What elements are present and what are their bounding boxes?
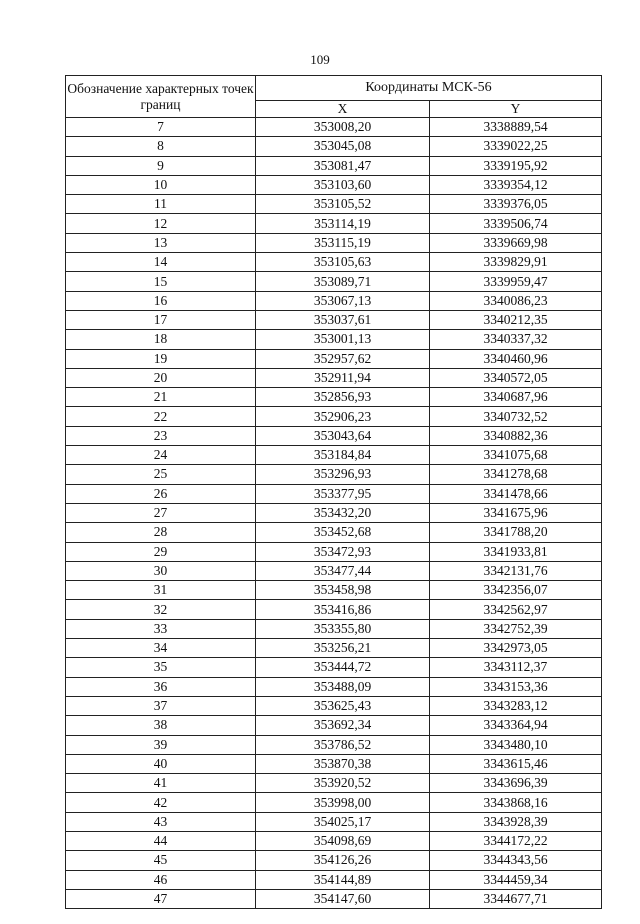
x-coordinate-cell: 353377,95 xyxy=(256,484,430,503)
x-coordinate-cell: 353870,38 xyxy=(256,754,430,773)
y-coordinate-cell: 3338889,54 xyxy=(430,118,602,137)
y-coordinate-cell: 3341278,68 xyxy=(430,465,602,484)
x-coordinate-cell: 353089,71 xyxy=(256,272,430,291)
table-row xyxy=(66,137,602,156)
y-coordinate-cell: 3341478,66 xyxy=(430,484,602,503)
table-row xyxy=(66,851,602,870)
point-number-cell: 30 xyxy=(66,561,256,580)
point-number-cell: 15 xyxy=(66,272,256,291)
table-row xyxy=(66,233,602,252)
table-row xyxy=(66,793,602,812)
point-number-cell: 16 xyxy=(66,291,256,310)
y-coordinate-cell: 3340460,96 xyxy=(430,349,602,368)
table-row xyxy=(66,465,602,484)
y-coordinate-cell: 3340732,52 xyxy=(430,407,602,426)
point-number-cell: 10 xyxy=(66,175,256,194)
point-number-cell: 13 xyxy=(66,233,256,252)
x-coordinate-cell: 353045,08 xyxy=(256,137,430,156)
x-coordinate-cell: 353103,60 xyxy=(256,175,430,194)
x-coordinate-cell: 353625,43 xyxy=(256,696,430,715)
table-row xyxy=(66,310,602,329)
x-coordinate-cell: 353452,68 xyxy=(256,523,430,542)
y-coordinate-cell: 3339959,47 xyxy=(430,272,602,291)
point-number-cell: 23 xyxy=(66,426,256,445)
y-coordinate-cell: 3342131,76 xyxy=(430,561,602,580)
point-number-cell: 20 xyxy=(66,368,256,387)
point-number-cell: 43 xyxy=(66,812,256,831)
header-y: Y xyxy=(430,101,602,118)
point-number-cell: 47 xyxy=(66,889,256,908)
y-coordinate-cell: 3341675,96 xyxy=(430,503,602,522)
point-number-cell: 29 xyxy=(66,542,256,561)
y-coordinate-cell: 3340212,35 xyxy=(430,310,602,329)
y-coordinate-cell: 3339376,05 xyxy=(430,195,602,214)
table-row xyxy=(66,600,602,619)
point-number-cell: 9 xyxy=(66,156,256,175)
x-coordinate-cell: 354126,26 xyxy=(256,851,430,870)
y-coordinate-cell: 3343153,36 xyxy=(430,677,602,696)
point-number-cell: 19 xyxy=(66,349,256,368)
y-coordinate-cell: 3341933,81 xyxy=(430,542,602,561)
x-coordinate-cell: 353355,80 xyxy=(256,619,430,638)
x-coordinate-cell: 352911,94 xyxy=(256,368,430,387)
y-coordinate-cell: 3344677,71 xyxy=(430,889,602,908)
y-coordinate-cell: 3340882,36 xyxy=(430,426,602,445)
x-coordinate-cell: 353067,13 xyxy=(256,291,430,310)
x-coordinate-cell: 353184,84 xyxy=(256,446,430,465)
x-coordinate-cell: 353458,98 xyxy=(256,581,430,600)
point-number-cell: 25 xyxy=(66,465,256,484)
x-coordinate-cell: 353432,20 xyxy=(256,503,430,522)
table-row xyxy=(66,542,602,561)
point-number-cell: 24 xyxy=(66,446,256,465)
x-coordinate-cell: 353037,61 xyxy=(256,310,430,329)
y-coordinate-cell: 3343112,37 xyxy=(430,658,602,677)
table-row xyxy=(66,735,602,754)
table-row xyxy=(66,195,602,214)
table-row xyxy=(66,523,602,542)
x-coordinate-cell: 353114,19 xyxy=(256,214,430,233)
x-coordinate-cell: 353105,52 xyxy=(256,195,430,214)
x-coordinate-cell: 354098,69 xyxy=(256,831,430,850)
y-coordinate-cell: 3342356,07 xyxy=(430,581,602,600)
table-row xyxy=(66,639,602,658)
table-row xyxy=(66,716,602,735)
point-number-cell: 37 xyxy=(66,696,256,715)
table-row xyxy=(66,658,602,677)
y-coordinate-cell: 3342562,97 xyxy=(430,600,602,619)
x-coordinate-cell: 354147,60 xyxy=(256,889,430,908)
point-number-cell: 18 xyxy=(66,330,256,349)
point-number-cell: 41 xyxy=(66,774,256,793)
y-coordinate-cell: 3343480,10 xyxy=(430,735,602,754)
table-row xyxy=(66,118,602,137)
table-row xyxy=(66,272,602,291)
x-coordinate-cell: 353692,34 xyxy=(256,716,430,735)
x-coordinate-cell: 352906,23 xyxy=(256,407,430,426)
y-coordinate-cell: 3344172,22 xyxy=(430,831,602,850)
x-coordinate-cell: 353105,63 xyxy=(256,253,430,272)
point-number-cell: 39 xyxy=(66,735,256,754)
y-coordinate-cell: 3340337,32 xyxy=(430,330,602,349)
header-point-designation: Обозначение характерных точек границ xyxy=(66,76,256,118)
header-x: X xyxy=(256,101,430,118)
point-number-cell: 33 xyxy=(66,619,256,638)
y-coordinate-cell: 3339506,74 xyxy=(430,214,602,233)
x-coordinate-cell: 353488,09 xyxy=(256,677,430,696)
table-row xyxy=(66,214,602,233)
y-coordinate-cell: 3341788,20 xyxy=(430,523,602,542)
table-row xyxy=(66,812,602,831)
y-coordinate-cell: 3339354,12 xyxy=(430,175,602,194)
y-coordinate-cell: 3341075,68 xyxy=(430,446,602,465)
y-coordinate-cell: 3344459,34 xyxy=(430,870,602,889)
table-row xyxy=(66,349,602,368)
x-coordinate-cell: 353472,93 xyxy=(256,542,430,561)
y-coordinate-cell: 3343364,94 xyxy=(430,716,602,735)
y-coordinate-cell: 3340086,23 xyxy=(430,291,602,310)
point-number-cell: 21 xyxy=(66,388,256,407)
table-row xyxy=(66,426,602,445)
table-row xyxy=(66,291,602,310)
y-coordinate-cell: 3342752,39 xyxy=(430,619,602,638)
x-coordinate-cell: 353786,52 xyxy=(256,735,430,754)
header-coordinates: Координаты МСК-56 xyxy=(256,76,602,101)
table-body xyxy=(66,118,602,909)
x-coordinate-cell: 353416,86 xyxy=(256,600,430,619)
y-coordinate-cell: 3343868,16 xyxy=(430,793,602,812)
table-row xyxy=(66,870,602,889)
table-row xyxy=(66,368,602,387)
y-coordinate-cell: 3343615,46 xyxy=(430,754,602,773)
table-row xyxy=(66,889,602,908)
table-row xyxy=(66,407,602,426)
page-number: 109 xyxy=(310,52,330,67)
table-row xyxy=(66,581,602,600)
y-coordinate-cell: 3343696,39 xyxy=(430,774,602,793)
point-number-cell: 27 xyxy=(66,503,256,522)
table-row xyxy=(66,330,602,349)
point-number-cell: 11 xyxy=(66,195,256,214)
y-coordinate-cell: 3344343,56 xyxy=(430,851,602,870)
x-coordinate-cell: 353444,72 xyxy=(256,658,430,677)
coordinates-table xyxy=(65,75,602,909)
table-row xyxy=(66,388,602,407)
point-number-cell: 12 xyxy=(66,214,256,233)
point-number-cell: 7 xyxy=(66,118,256,137)
table-row xyxy=(66,446,602,465)
x-coordinate-cell: 353256,21 xyxy=(256,639,430,658)
y-coordinate-cell: 3339829,91 xyxy=(430,253,602,272)
x-coordinate-cell: 354144,89 xyxy=(256,870,430,889)
y-coordinate-cell: 3339195,92 xyxy=(430,156,602,175)
point-number-cell: 26 xyxy=(66,484,256,503)
point-number-cell: 32 xyxy=(66,600,256,619)
x-coordinate-cell: 352957,62 xyxy=(256,349,430,368)
y-coordinate-cell: 3340572,05 xyxy=(430,368,602,387)
x-coordinate-cell: 353296,93 xyxy=(256,465,430,484)
point-number-cell: 34 xyxy=(66,639,256,658)
point-number-cell: 36 xyxy=(66,677,256,696)
point-number-cell: 17 xyxy=(66,310,256,329)
x-coordinate-cell: 353008,20 xyxy=(256,118,430,137)
y-coordinate-cell: 3339669,98 xyxy=(430,233,602,252)
table-row xyxy=(66,175,602,194)
table-row xyxy=(66,156,602,175)
point-number-cell: 46 xyxy=(66,870,256,889)
point-number-cell: 8 xyxy=(66,137,256,156)
table-row xyxy=(66,754,602,773)
x-coordinate-cell: 353998,00 xyxy=(256,793,430,812)
x-coordinate-cell: 353081,47 xyxy=(256,156,430,175)
table-row xyxy=(66,619,602,638)
point-number-cell: 42 xyxy=(66,793,256,812)
table-row xyxy=(66,696,602,715)
x-coordinate-cell: 354025,17 xyxy=(256,812,430,831)
point-number-cell: 28 xyxy=(66,523,256,542)
x-coordinate-cell: 353115,19 xyxy=(256,233,430,252)
point-number-cell: 44 xyxy=(66,831,256,850)
point-number-cell: 14 xyxy=(66,253,256,272)
x-coordinate-cell: 353477,44 xyxy=(256,561,430,580)
y-coordinate-cell: 3343928,39 xyxy=(430,812,602,831)
table-row xyxy=(66,503,602,522)
table-row xyxy=(66,253,602,272)
point-number-cell: 38 xyxy=(66,716,256,735)
point-number-cell: 45 xyxy=(66,851,256,870)
y-coordinate-cell: 3339022,25 xyxy=(430,137,602,156)
x-coordinate-cell: 353043,64 xyxy=(256,426,430,445)
y-coordinate-cell: 3342973,05 xyxy=(430,639,602,658)
table-row xyxy=(66,677,602,696)
point-number-cell: 35 xyxy=(66,658,256,677)
y-coordinate-cell: 3343283,12 xyxy=(430,696,602,715)
x-coordinate-cell: 353920,52 xyxy=(256,774,430,793)
point-number-cell: 31 xyxy=(66,581,256,600)
table-row xyxy=(66,831,602,850)
table-row xyxy=(66,561,602,580)
table-row xyxy=(66,484,602,503)
y-coordinate-cell: 3340687,96 xyxy=(430,388,602,407)
x-coordinate-cell: 353001,13 xyxy=(256,330,430,349)
x-coordinate-cell: 352856,93 xyxy=(256,388,430,407)
point-number-cell: 40 xyxy=(66,754,256,773)
point-number-cell: 22 xyxy=(66,407,256,426)
table-row xyxy=(66,774,602,793)
